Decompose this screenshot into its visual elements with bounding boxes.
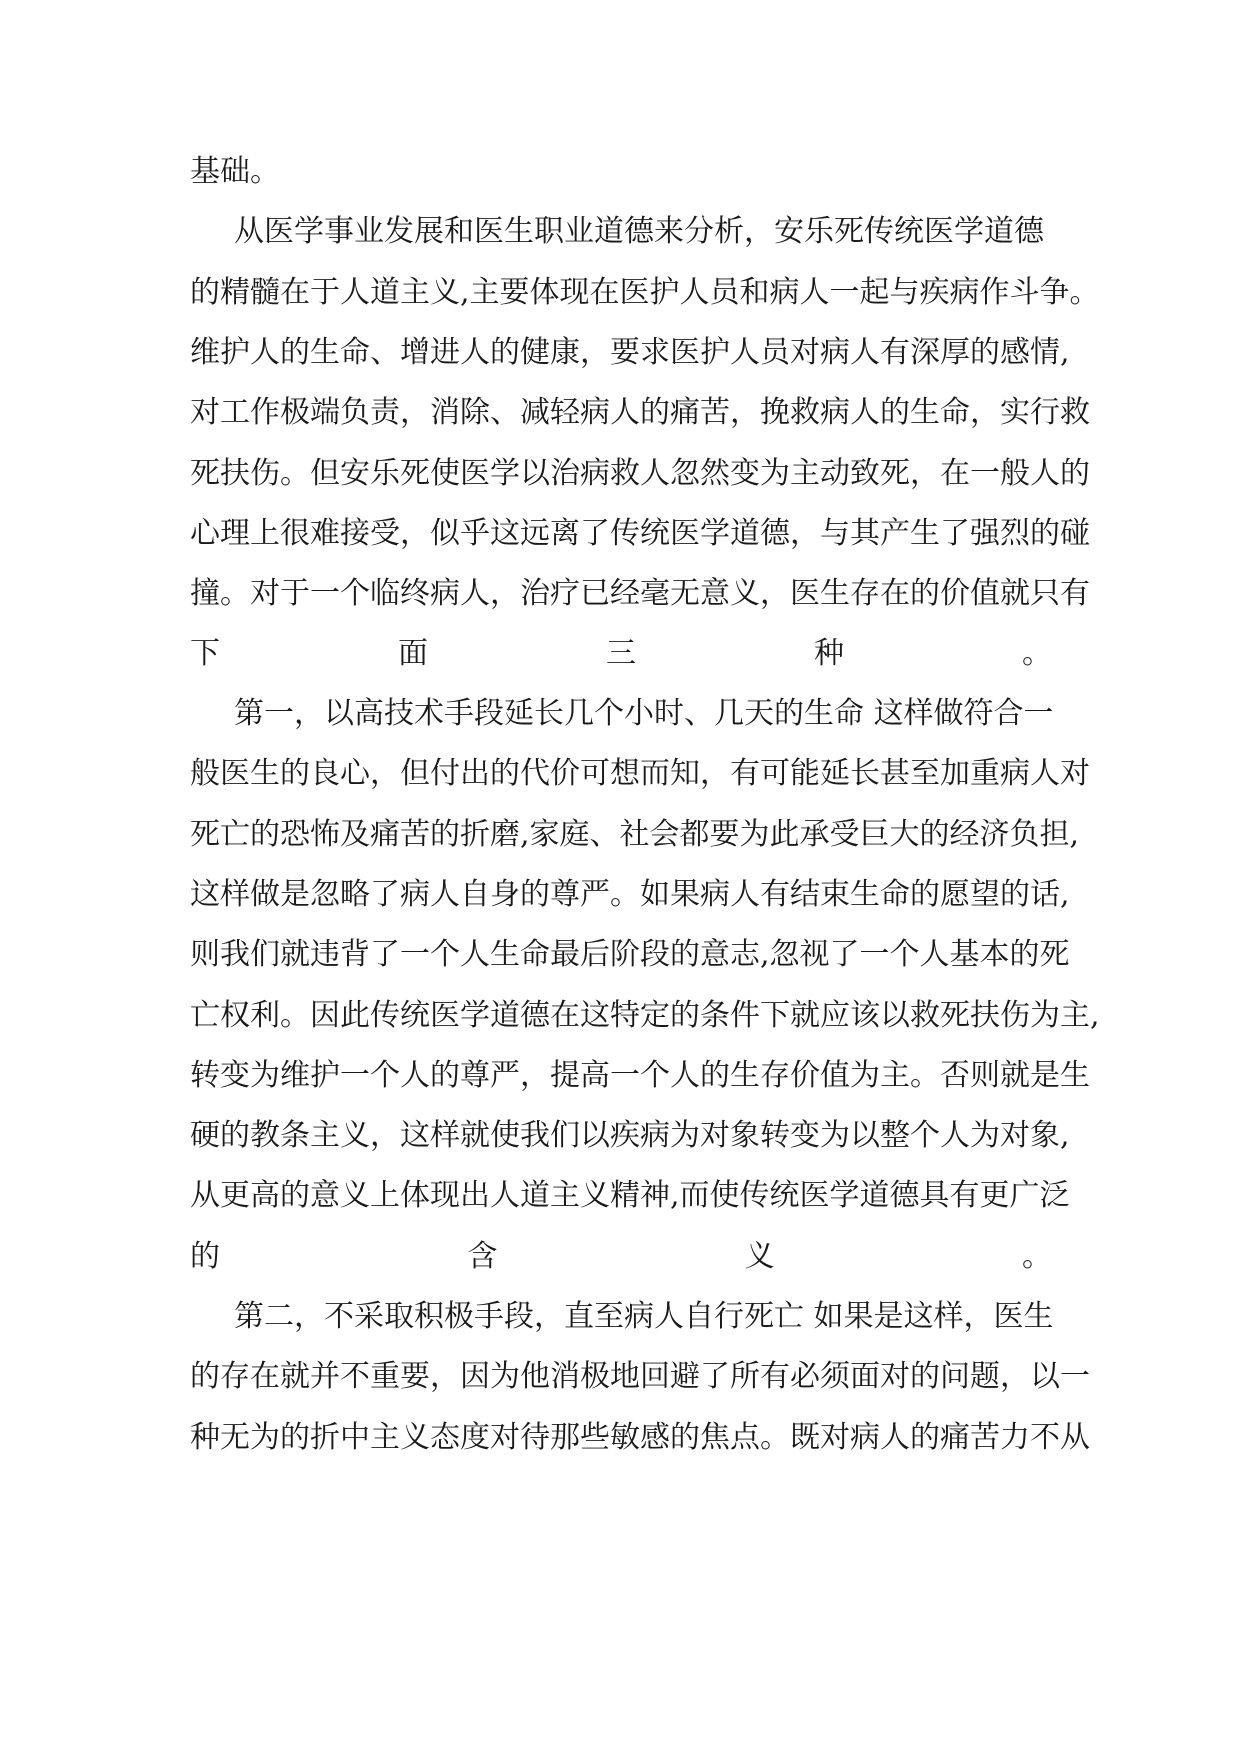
spread-char: 三: [606, 636, 636, 671]
text-line: 种无为的折中主义态度对待那些敏感的焦点。既对病人的痛苦力不从: [190, 1420, 1090, 1455]
paragraph-first-line: 第一，以高技术手段延长几个小时、几天的生命 这样做符合一: [234, 696, 1054, 731]
text-line: 从更高的意义上体现出人道主义精神,而使传统医学道德具有更广泛: [190, 1178, 1070, 1213]
text-line: 硬的教条主义，这样就使我们以疾病为对象转变为以整个人为对象,: [190, 1118, 1070, 1153]
spread-char: 下: [190, 636, 220, 671]
text-line: 撞。对于一个临终病人，治疗已经毫无意义，医生存在的价值就只有: [190, 576, 1090, 611]
text-line: 死亡的恐怖及痛苦的折磨,家庭、社会都要为此承受巨大的经济负担,: [190, 817, 1080, 852]
text-line: 的精髓在于人道主义,主要体现在医护人员和病人一起与疾病作斗争。: [190, 275, 1100, 310]
spread-char: 含: [467, 1239, 498, 1274]
paragraph-first-line: 第二，不采取积极手段，直至病人自行死亡 如果是这样，医生: [234, 1299, 1054, 1334]
text-line: 转变为维护一个人的尊严，提高一个人的生存价值为主。否则就是生: [190, 1058, 1090, 1093]
paragraph-first-line: 从医学事业发展和医生职业道德来分析，安乐死传统医学道德: [234, 214, 1044, 249]
text-line: 心理上很难接受，似乎这远离了传统医学道德，与其产生了强烈的碰: [190, 516, 1090, 551]
spread-text-line: [190, 634, 1052, 674]
text-line: 则我们就违背了一个人生命最后阶段的意志,忽视了一个人基本的死: [190, 937, 1070, 972]
text-line: 维护人的生命、增进人的健康，要求医护人员对病人有深厚的感情,: [190, 335, 1070, 370]
spread-char: 。: [1022, 636, 1052, 671]
spread-char: 种: [814, 636, 844, 671]
text-line: 对工作极端负责，消除、减轻病人的痛苦，挽救病人的生命，实行救: [190, 395, 1090, 430]
spread-char: 。: [1021, 1239, 1052, 1274]
spread-char: 面: [398, 636, 428, 671]
spread-char: 的: [190, 1239, 220, 1274]
spread-char: 义: [744, 1239, 775, 1274]
text-line: 的存在就并不重要，因为他消极地回避了所有必须面对的问题，以一: [190, 1359, 1090, 1394]
text-line: 基础。: [190, 154, 280, 189]
spread-text-line: [190, 1237, 1052, 1277]
text-line: 亡权利。因此传统医学道德在这特定的条件下就应该以救死扶伤为主,: [190, 998, 1100, 1033]
text-line: 般医生的良心，但付出的代价可想而知，有可能延长甚至加重病人对: [190, 756, 1090, 791]
text-line: 死扶伤。但安乐死使医学以治病救人忽然变为主动致死，在一般人的: [190, 456, 1090, 491]
text-line: 这样做是忽略了病人自身的尊严。如果病人有结束生命的愿望的话,: [190, 877, 1070, 912]
